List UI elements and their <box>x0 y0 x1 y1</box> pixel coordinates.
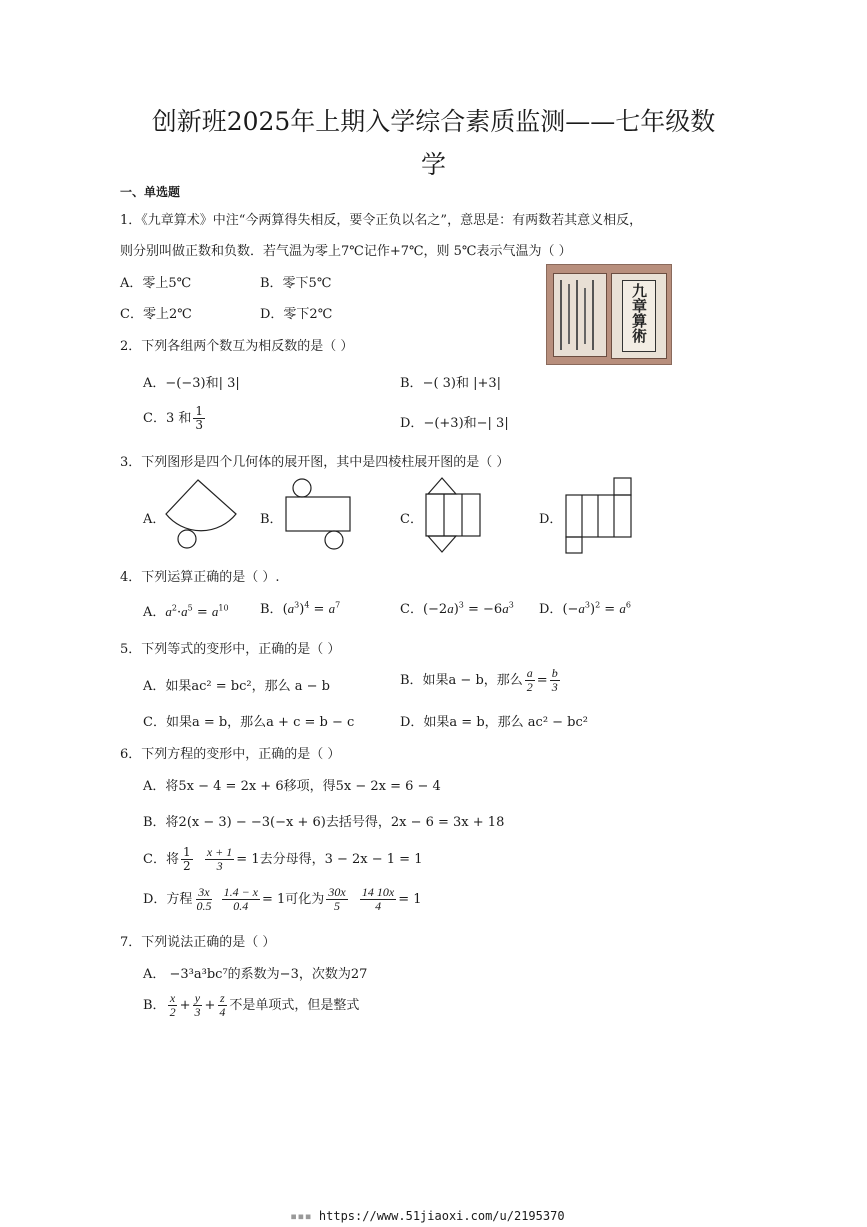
sector-shape <box>166 480 236 531</box>
q7-option-b: B． $\frac{x}{2}$ + $\frac{y}{3}$ + $\frac{z}{4}$ 不是单项式，但是整式 <box>143 991 360 1019</box>
q4-option-d: D．$(-a^3)^2 = a^6$ <box>539 600 631 617</box>
q2-option-c <box>143 405 207 432</box>
q2-option-c-fraction <box>193 405 205 432</box>
q6-c-num-1: 1 <box>182 845 191 859</box>
q3-option-c: C． <box>400 512 423 527</box>
rect-lateral <box>286 497 350 531</box>
q6-option-d <box>143 886 422 913</box>
q5-option-b <box>400 667 562 694</box>
q7-b-den-1: 2 <box>169 1005 176 1019</box>
q5-b-equals: = <box>536 673 548 688</box>
q5-option-b-pre: B．如果a − b，那么 <box>400 673 523 688</box>
q2-c-numerator: 1 <box>195 404 203 418</box>
q6-stem: 6．下列方程的变形中，正确的是（ ） <box>120 747 341 762</box>
q5-b-num-1: a <box>526 666 533 680</box>
q7-b-num-3: z <box>220 991 225 1005</box>
q6-option-a: A．将5x − 4 = 2x + 6移项，得5x − 2x = 6 − 4 <box>143 779 441 794</box>
q2-option-b-label: B． <box>400 376 423 391</box>
footer-watermark-mark: ▪▪▪ <box>290 1209 319 1223</box>
q5-option-a: A．如果ac² = bc²，那么 a − b <box>143 679 330 694</box>
q7-b-frac-3 <box>217 992 227 1019</box>
q6-option-b: B．将2(x − 3) − −3(−x + 6)去括号得，2x − 6 = 3x + 18 <box>143 815 505 830</box>
q7-b-post: 不是单项式，但是整式 <box>229 998 360 1013</box>
q2-option-a-label: A． <box>143 376 166 391</box>
q5-b-den-1: 2 <box>526 680 533 694</box>
q7-stem: 7．下列说法正确的是（ ） <box>120 935 276 950</box>
q4-option-b-label: B． <box>260 602 283 617</box>
q3-figure-d <box>562 476 634 556</box>
q6-d-num-1: 3x <box>198 885 210 899</box>
q6-d-num-4: 14 10x <box>361 885 395 899</box>
q7-b-frac-2 <box>192 992 202 1019</box>
q6-d-num-2: 1.4 − x <box>223 885 259 899</box>
q2-option-d <box>400 412 509 431</box>
jiuzhang-book-image <box>546 264 672 365</box>
q4-option-d-label: D． <box>539 602 563 617</box>
rect-faces <box>426 494 480 536</box>
book-title-label: 九章算術 <box>630 283 648 343</box>
circle-base <box>178 530 196 548</box>
q5-option-c: C．如果a = b，那么a + c = b − c <box>143 715 355 730</box>
q6-d-den-1: 0.5 <box>196 899 212 913</box>
q6-c-frac-2 <box>205 846 234 873</box>
q6-d-mid: = 1可化为 <box>262 892 325 907</box>
q2-c-denominator: 3 <box>195 418 203 432</box>
q2-option-c-label: C． <box>143 411 166 426</box>
q4-option-c: C．$(-2a)^3 = -6a^3$ <box>400 600 514 617</box>
q5-b-num-2: b <box>551 666 558 680</box>
page-title-line2: 学 <box>420 150 446 179</box>
q7-b-den-2: 3 <box>194 1005 201 1019</box>
footer-url-text[interactable]: https://www.51jiaoxi.com/u/2195370 <box>318 1209 565 1223</box>
q3-option-a: A． <box>143 512 166 527</box>
circle-top <box>293 479 311 497</box>
q5-b-den-2: 3 <box>551 680 558 694</box>
q2-stem: 2．下列各组两个数互为相反数的是（ ） <box>120 339 354 354</box>
q6-d-frac-3 <box>326 886 347 913</box>
page-title: 创新班2025年上期入学综合素质监测——七年级数 <box>151 107 716 136</box>
q2-option-c-pre: 3 和 <box>165 411 192 426</box>
q6-d-num-3: 30x <box>328 885 346 899</box>
q7-b-num-1: x <box>169 991 176 1005</box>
q5-b-frac-2 <box>550 667 560 694</box>
q1-option-c: C．零上2℃ <box>120 307 192 322</box>
q6-d-frac-2 <box>222 886 260 913</box>
q1-option-a: A．零上5℃ <box>120 276 192 291</box>
q7-b-pre: B． <box>143 998 166 1013</box>
q7-b-num-2: y <box>194 991 201 1005</box>
q2-option-b <box>400 372 501 391</box>
square-top <box>614 478 631 495</box>
q6-c-den-2: 3 <box>216 859 223 873</box>
q2-option-d-label: D． <box>400 416 424 431</box>
q4-option-a-label: A． <box>143 605 166 620</box>
circle-bottom <box>325 531 343 549</box>
triangle-bottom <box>428 536 456 552</box>
q6-c-num-2: x + 1 <box>206 845 233 859</box>
triangle-top <box>428 478 456 494</box>
q6-d-den-3: 5 <box>333 899 340 913</box>
q6-c-frac-1 <box>181 846 193 873</box>
q4-option-b: B．$(a^3)^4 = a^7$ <box>260 600 341 617</box>
q1-line1: 1．《九章算术》中注“今两算得失相反，要令正负以名之”，意思是：有两数若其意义相反， <box>120 213 643 228</box>
section-heading: 一、单选题 <box>120 185 181 199</box>
q3-option-d: D． <box>539 512 563 527</box>
q5-option-d: D．如果a = b，那么 ac² − bc² <box>400 715 588 730</box>
q1-option-b: B．零下5℃ <box>260 276 332 291</box>
q6-c-den-1: 2 <box>182 859 191 873</box>
q6-d-pre: D．方程 <box>143 892 193 907</box>
q1-line2: 则分别叫做正数和负数．若气温为零上7℃记作+7℃，则 5℃表示气温为（ ） <box>120 244 572 259</box>
q2-option-d-text: −(+3)和−| 3| <box>423 416 509 431</box>
q2-option-b-text: −( 3)和 |+3| <box>422 376 502 391</box>
square-bottom <box>566 537 582 553</box>
q6-c-post: = 1去分母得，3 − 2x − 1 = 1 <box>236 852 423 867</box>
q6-d-frac-1 <box>194 886 213 913</box>
q6-d-den-2: 0.4 <box>233 899 249 913</box>
q4-option-c-label: C． <box>400 602 423 617</box>
q3-figure-b <box>280 478 360 552</box>
q2-option-a-text: −(−3)和| 3| <box>165 376 240 391</box>
q6-d-den-4: 4 <box>375 899 382 913</box>
q7-b-den-3: 4 <box>219 1005 226 1019</box>
q7-option-a: A． −3³a³bc⁷的系数为−3，次数为27 <box>143 967 368 982</box>
q6-option-c <box>143 846 422 873</box>
footer-url[interactable] <box>290 1209 565 1223</box>
q3-figure-c <box>420 476 486 554</box>
q7-b-frac-1 <box>168 992 178 1019</box>
q3-stem: 3．下列图形是四个几何体的展开图，其中是四棱柱展开图的是（ ） <box>120 455 510 470</box>
q4-stem: 4．下列运算正确的是（ ）. <box>120 570 280 585</box>
q2-option-a <box>143 372 240 391</box>
q6-d-frac-4 <box>360 886 396 913</box>
q3-option-b: B． <box>260 512 283 527</box>
q5-b-frac-1 <box>525 667 535 694</box>
q3-figure-a <box>160 474 250 550</box>
q1-option-d: D．零下2℃ <box>260 307 333 322</box>
q6-d-post: = 1 <box>398 892 422 907</box>
q4-option-a: A．$a^2\cdot a^5 = a^{10}$ <box>143 603 229 620</box>
q6-c-pre: C．将 <box>143 852 179 867</box>
q5-stem: 5．下列等式的变形中，正确的是（ ） <box>120 642 341 657</box>
